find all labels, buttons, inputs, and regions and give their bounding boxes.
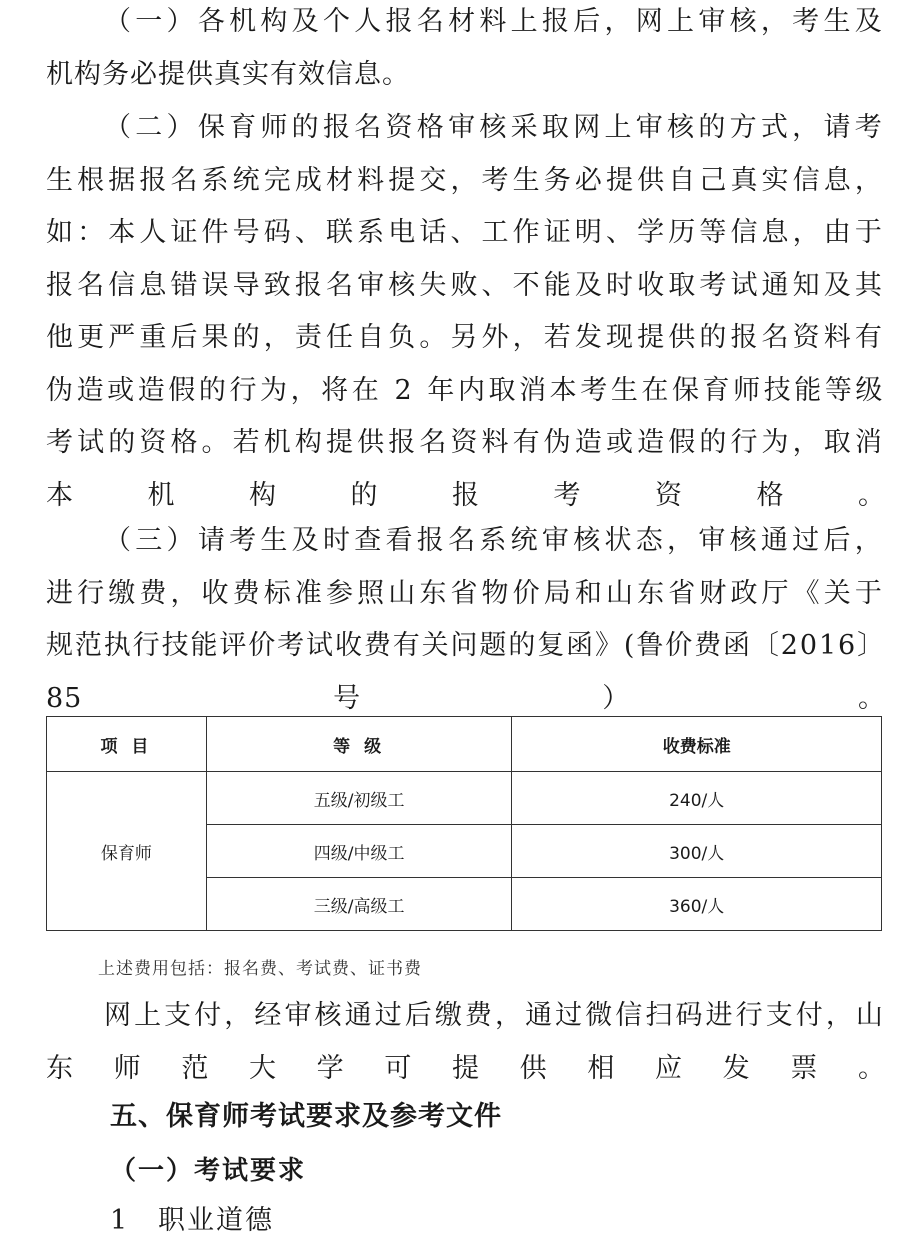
text-line: 生根据报名系统完成材料提交，考生务必提供自己真实信息，	[46, 164, 886, 196]
list-item	[110, 1198, 274, 1237]
text-line: （三）请考生及时查看报名系统审核状态，审核通过后，	[104, 525, 886, 556]
table-header-row	[47, 717, 882, 772]
table-header-fee: 收费标准	[512, 717, 882, 772]
table-cell-level: 三级/高级工	[206, 878, 512, 931]
text-line: 网上支付，经审核通过后缴费，通过微信扫码进行支付，山	[104, 1000, 886, 1031]
table-header-level: 等 级	[206, 717, 512, 772]
text-line: 规范执行技能评价考试收费有关问题的复函》(鲁价费函〔2016〕	[46, 630, 886, 661]
table-cell-level: 四级/中级工	[206, 825, 512, 878]
table-header-project: 项 目	[47, 717, 207, 772]
paragraph-payment-review	[46, 515, 886, 725]
table-row	[47, 772, 882, 825]
paragraph-online-payment	[46, 990, 886, 1095]
table-cell-project: 保育师	[47, 772, 207, 931]
text-line: 他更严重后果的，责任自负。另外，若发现提供的报名资料有	[46, 322, 886, 353]
text-line: （二）保育师的报名资格审核采取网上审核的方式，请考	[104, 112, 886, 143]
text-line: 进行缴费，收费标准参照山东省物价局和山东省财政厅《关于	[46, 577, 886, 609]
text-line: 伪造或造假的行为，将在 2 年内取消本考生在保育师技能等级	[46, 374, 886, 406]
fee-table	[46, 716, 882, 931]
table-cell-level: 五级/初级工	[206, 772, 512, 825]
list-item-number: 1	[110, 1205, 130, 1236]
list-item-text: 职业道德	[158, 1205, 274, 1236]
table-cell-fee: 300/人	[512, 825, 882, 878]
text-line: 考试的资格。若机构提供报名资料有伪造或造假的行为，取消	[46, 427, 886, 458]
text-line: 本机构的报考资格。	[46, 479, 886, 511]
section-heading: 五、保育师考试要求及参考文件	[110, 1101, 502, 1132]
text-line: 机构务必提供真实有效信息。	[46, 58, 410, 90]
fee-note: 上述费用包括：报名费、考试费、证书费	[98, 959, 422, 979]
text-line: 报名信息错误导致报名审核失败、不能及时收取考试通知及其	[46, 269, 886, 301]
subsection-heading: （一）考试要求	[110, 1156, 307, 1186]
text-line: 如：本人证件号码、联系电话、工作证明、学历等信息，由于	[46, 217, 886, 248]
text-line: 85 号）。	[46, 682, 886, 714]
table-cell-fee: 360/人	[512, 878, 882, 931]
text-line: （一）各机构及个人报名材料上报后，网上审核，考生及	[104, 6, 886, 37]
text-line: 东师范大学可提供相应发票。	[46, 1052, 886, 1084]
paragraph-registration-materials	[46, 0, 886, 101]
paragraph-qualification-review	[46, 102, 886, 522]
table-cell-fee: 240/人	[512, 772, 882, 825]
